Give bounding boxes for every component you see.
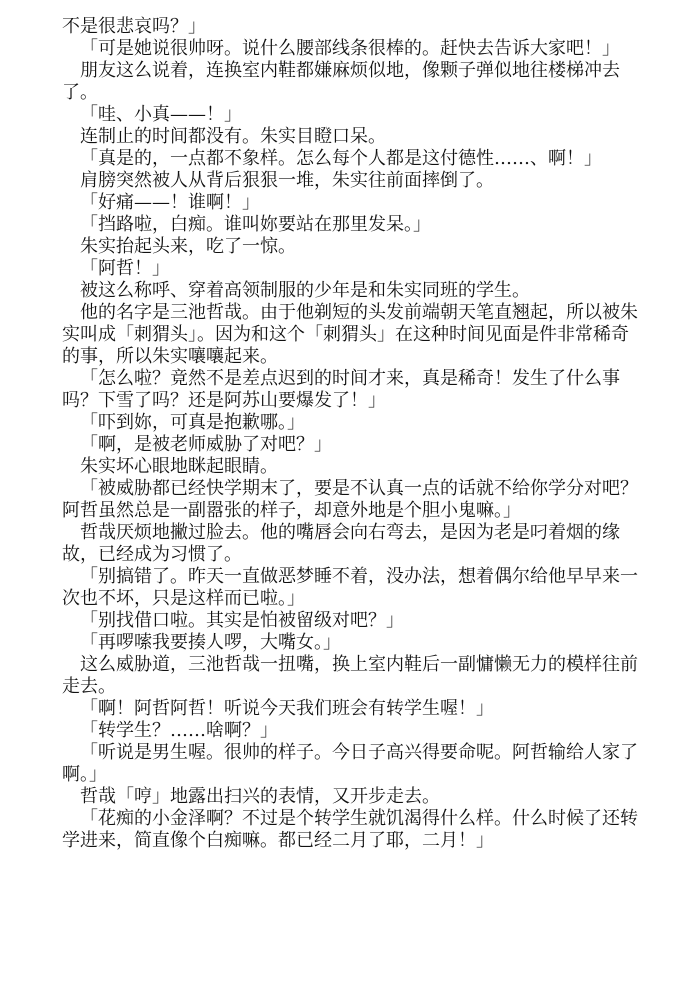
paragraph: 「被威胁都已经快学期末了，要是不认真一点的话就不给你学分对吧？阿哲虽然总是一副嚣张的样子，却意外地是个胆小鬼嘛。」 xyxy=(62,478,638,521)
paragraph: 肩膀突然被人从背后狠狠一堆，朱实往前面摔倒了。 xyxy=(80,170,494,191)
paragraph: 他的名字是三池哲哉。由于他剃短的头发前端朝天笔直翘起，所以被朱实叫成「刺猬头」。因为和这个「刺猬头」在这种时间见面是件非常稀奇的事，所以朱实嚷嚷起来。 xyxy=(62,302,638,367)
paragraph: 「转学生？……啥啊？」 xyxy=(80,720,278,741)
paragraph: 「真是的，一点都不象样。怎么每个人都是这付德性……、啊！」 xyxy=(80,148,602,169)
paragraph: 这么威胁道，三池哲哉一扭嘴，换上室内鞋后一副慵懒无力的模样往前走去。 xyxy=(62,654,638,697)
paragraph: 朱实抬起头来，吃了一惊。 xyxy=(80,236,296,257)
paragraph: 「啊，是被老师威胁了对吧？」 xyxy=(80,434,332,455)
text-body xyxy=(62,16,638,852)
paragraph: 「再啰嗦我要揍人啰，大嘴女。」 xyxy=(80,632,341,653)
paragraph: 「啊！阿哲阿哲！听说今天我们班会有转学生喔！」 xyxy=(80,698,494,719)
paragraph: 「怎么啦？竟然不是差点迟到的时间才来，真是稀奇！发生了什么事吗？下雪了吗？还是阿苏山要爆发了！」 xyxy=(62,368,620,411)
paragraph: 「好痛——！谁啊！」 xyxy=(80,192,260,213)
paragraph: 「阿哲！」 xyxy=(80,258,170,279)
paragraph: 「哇、小真——！」 xyxy=(80,104,242,125)
paragraph: 朋友这么说着，连换室内鞋都嫌麻烦似地，像颗子弹似地往楼梯冲去了。 xyxy=(62,60,620,103)
paragraph: 「别找借口啦。其实是怕被留级对吧？」 xyxy=(80,610,404,631)
paragraph: 「可是她说很帅呀。说什么腰部线条很棒的。赶快去告诉大家吧！」 xyxy=(80,38,620,59)
paragraph: 哲哉厌烦地撇过脸去。他的嘴唇会向右弯去，是因为老是叼着烟的缘故，已经成为习惯了。 xyxy=(62,522,620,565)
paragraph: 「吓到妳，可真是抱歉哪。」 xyxy=(80,412,305,433)
paragraph: 「花痴的小金泽啊？不过是个转学生就饥渴得什么样。什么时候了还转学进来，简直像个白痴嘛。都已经二月了耶，二月！」 xyxy=(62,808,638,851)
paragraph: 哲哉「哼」地露出扫兴的表情，又开步走去。 xyxy=(80,786,440,807)
paragraph: 被这么称呼、穿着高领制服的少年是和朱实同班的学生。 xyxy=(80,280,530,301)
paragraph: 「听说是男生喔。很帅的样子。今日子高兴得要命呢。阿哲输给人家了啊。」 xyxy=(62,742,638,785)
paragraph: 连制止的时间都没有。朱实目瞪口呆。 xyxy=(80,126,386,147)
paragraph: 「别搞错了。昨天一直做恶梦睡不着，没办法，想着偶尔给他早早来一次也不坏，只是这样而已啦。」 xyxy=(62,566,638,609)
paragraph: 朱实坏心眼地眯起眼睛。 xyxy=(80,456,278,477)
paragraph: 「挡路啦，白痴。谁叫妳要站在那里发呆。」 xyxy=(80,214,431,235)
paragraph: 不是很悲哀吗？」 xyxy=(62,16,206,37)
